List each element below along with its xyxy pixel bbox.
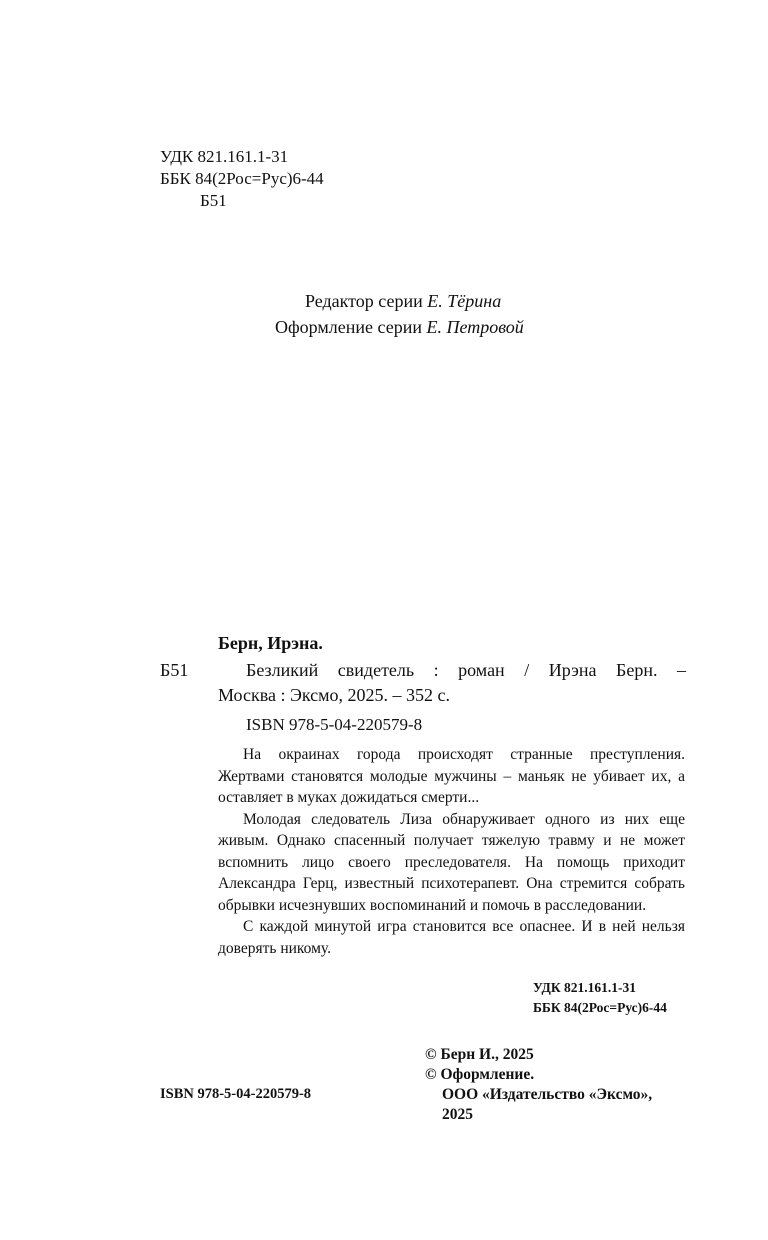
annotation-paragraph: Молодая следователь Лиза обнаруживает одного из них еще живым. Однако спасенный получает тяжелую травму и не может вспомнить лицо своего преследователя. На помощь приходит Александра Герц, известный психотерапевт. Она стремится собрать обрывки исчезнувших воспоминаний и помочь в расследовании. bbox=[218, 810, 685, 914]
series-editor-label: Редактор серии bbox=[305, 291, 423, 311]
udk-code-bottom: УДК 821.161.1-31 bbox=[533, 980, 636, 995]
series-design-name: Е. Петровой bbox=[426, 317, 524, 337]
series-design-label: Оформление серии bbox=[275, 317, 422, 337]
entry-author-mark: Б51 bbox=[160, 660, 189, 680]
copyright-publisher: ООО «Издательство «Эксмо», bbox=[442, 1086, 653, 1103]
entry-title-line: Безликий свидетель : роман / Ирэна Берн. – bbox=[246, 660, 686, 680]
annotation-paragraph: С каждой минутой игра становится все опаснее. И в ней нельзя доверять никому. bbox=[218, 918, 685, 957]
copyright-author: © Берн И., 2025 bbox=[425, 1046, 534, 1063]
bbk-code-bottom: ББК 84(2Рос=Рус)6-44 bbox=[533, 1000, 667, 1015]
annotation bbox=[218, 744, 685, 959]
copyright-design: © Оформление. bbox=[425, 1066, 535, 1083]
isbn-bottom: ISBN 978-5-04-220579-8 bbox=[160, 1086, 312, 1102]
series-editor-line bbox=[305, 288, 501, 314]
series-design-line bbox=[275, 314, 524, 340]
copyright-year: 2025 bbox=[442, 1106, 473, 1123]
annotation-paragraph: На окраинах города происходят странные преступления. Жертвами становятся молодые мужчины – маньяк не убивает их, а оставляет в муках дожидаться смерти... bbox=[218, 746, 685, 806]
bbk-code-top: ББК 84(2Рос=Рус)6-44 bbox=[160, 169, 324, 188]
entry-author: Берн, Ирэна. bbox=[218, 633, 323, 653]
series-editor-name: Е. Тёрина bbox=[427, 291, 502, 311]
entry-isbn: ISBN 978-5-04-220579-8 bbox=[246, 715, 423, 734]
author-mark-top: Б51 bbox=[200, 191, 227, 210]
entry-publication-line: Москва : Эксмо, 2025. – 352 с. bbox=[218, 685, 451, 705]
udk-code-top: УДК 821.161.1-31 bbox=[160, 147, 289, 166]
